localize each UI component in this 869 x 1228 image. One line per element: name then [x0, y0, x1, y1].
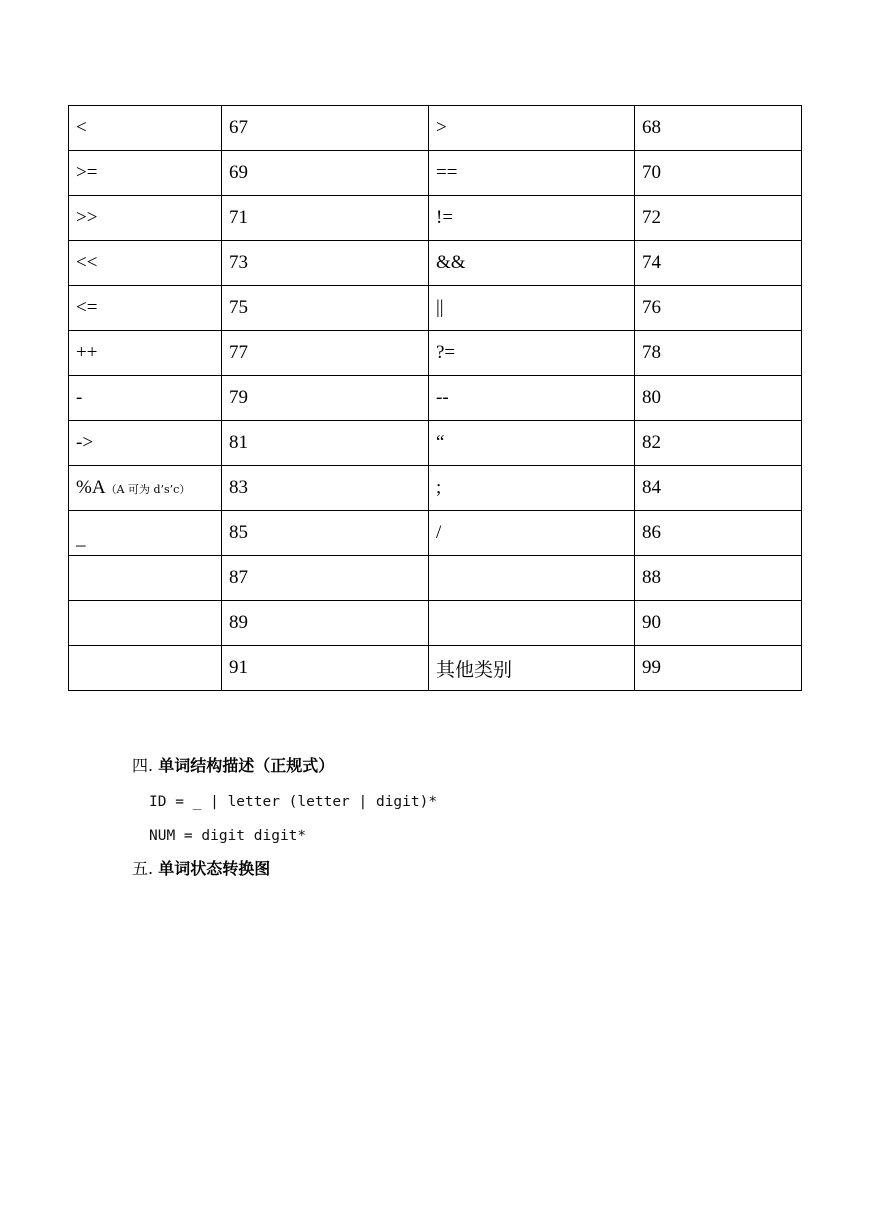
- table-row: [69, 106, 802, 151]
- section-4-heading: [132, 753, 334, 776]
- symbol-text: %A: [76, 477, 106, 498]
- code-cell: 90: [635, 601, 802, 646]
- code-cell: 76: [635, 286, 802, 331]
- symbol-cell: ->: [69, 421, 222, 466]
- symbol-cell: &&: [429, 241, 635, 286]
- symbol-cell: >: [429, 106, 635, 151]
- symbol-cell: [69, 601, 222, 646]
- code-cell: 81: [222, 421, 429, 466]
- code-cell: 89: [222, 601, 429, 646]
- regex-num-line: NUM = digit digit*: [149, 828, 307, 844]
- symbol-cell: [429, 601, 635, 646]
- code-cell: 79: [222, 376, 429, 421]
- table-row: [69, 331, 802, 376]
- code-cell: 84: [635, 466, 802, 511]
- table-row: [69, 151, 802, 196]
- code-cell: 86: [635, 511, 802, 556]
- table-row: [69, 286, 802, 331]
- symbol-cell: <=: [69, 286, 222, 331]
- symbol-cell: ||: [429, 286, 635, 331]
- table-row: [69, 601, 802, 646]
- code-cell: 85: [222, 511, 429, 556]
- section-5-heading: [132, 856, 270, 879]
- code-cell: 99: [635, 646, 802, 691]
- table-row: [69, 196, 802, 241]
- symbol-cell: [69, 511, 222, 556]
- table-row: [69, 466, 802, 511]
- regex-id-line: ID = _ | letter (letter | digit)*: [149, 794, 438, 810]
- symbol-cell: [69, 556, 222, 601]
- symbol-cell: [429, 556, 635, 601]
- symbol-cell: >>: [69, 196, 222, 241]
- symbol-note: （A 可为 d’s’c）: [105, 483, 191, 496]
- section-title: 单词状态转换图: [158, 859, 271, 878]
- symbol-cell: ++: [69, 331, 222, 376]
- symbol-cell: ?=: [429, 331, 635, 376]
- code-cell: 67: [222, 106, 429, 151]
- token-code-table: [68, 105, 802, 691]
- symbol-cell: -: [69, 376, 222, 421]
- symbol-cell: ==: [429, 151, 635, 196]
- symbol-cell: --: [429, 376, 635, 421]
- code-cell: 91: [222, 646, 429, 691]
- symbol-cell: !=: [429, 196, 635, 241]
- code-cell: 72: [635, 196, 802, 241]
- table-row: [69, 646, 802, 691]
- code-cell: 82: [635, 421, 802, 466]
- symbol-cell: <<: [69, 241, 222, 286]
- section-number: 四.: [132, 756, 154, 775]
- symbol-cell: ;: [429, 466, 635, 511]
- code-cell: 78: [635, 331, 802, 376]
- symbol-cell: [69, 466, 222, 511]
- symbol-cell: >=: [69, 151, 222, 196]
- code-cell: 83: [222, 466, 429, 511]
- code-cell: 71: [222, 196, 429, 241]
- code-cell: 75: [222, 286, 429, 331]
- table-row: [69, 376, 802, 421]
- code-cell: 74: [635, 241, 802, 286]
- symbol-cell: /: [429, 511, 635, 556]
- table-row: [69, 241, 802, 286]
- table-row: [69, 511, 802, 556]
- symbol-cell: [69, 646, 222, 691]
- code-cell: 80: [635, 376, 802, 421]
- code-cell: 77: [222, 331, 429, 376]
- symbol-cell: 其他类别: [429, 646, 635, 691]
- code-cell: 73: [222, 241, 429, 286]
- table-row: [69, 421, 802, 466]
- table-row: [69, 556, 802, 601]
- symbol-cell: “: [429, 421, 635, 466]
- symbol-text: _: [76, 528, 86, 549]
- code-cell: 70: [635, 151, 802, 196]
- section-number: 五.: [132, 859, 154, 878]
- code-cell: 69: [222, 151, 429, 196]
- code-cell: 88: [635, 556, 802, 601]
- symbol-cell: <: [69, 106, 222, 151]
- section-title: 单词结构描述（正规式）: [158, 756, 335, 775]
- code-cell: 87: [222, 556, 429, 601]
- code-cell: 68: [635, 106, 802, 151]
